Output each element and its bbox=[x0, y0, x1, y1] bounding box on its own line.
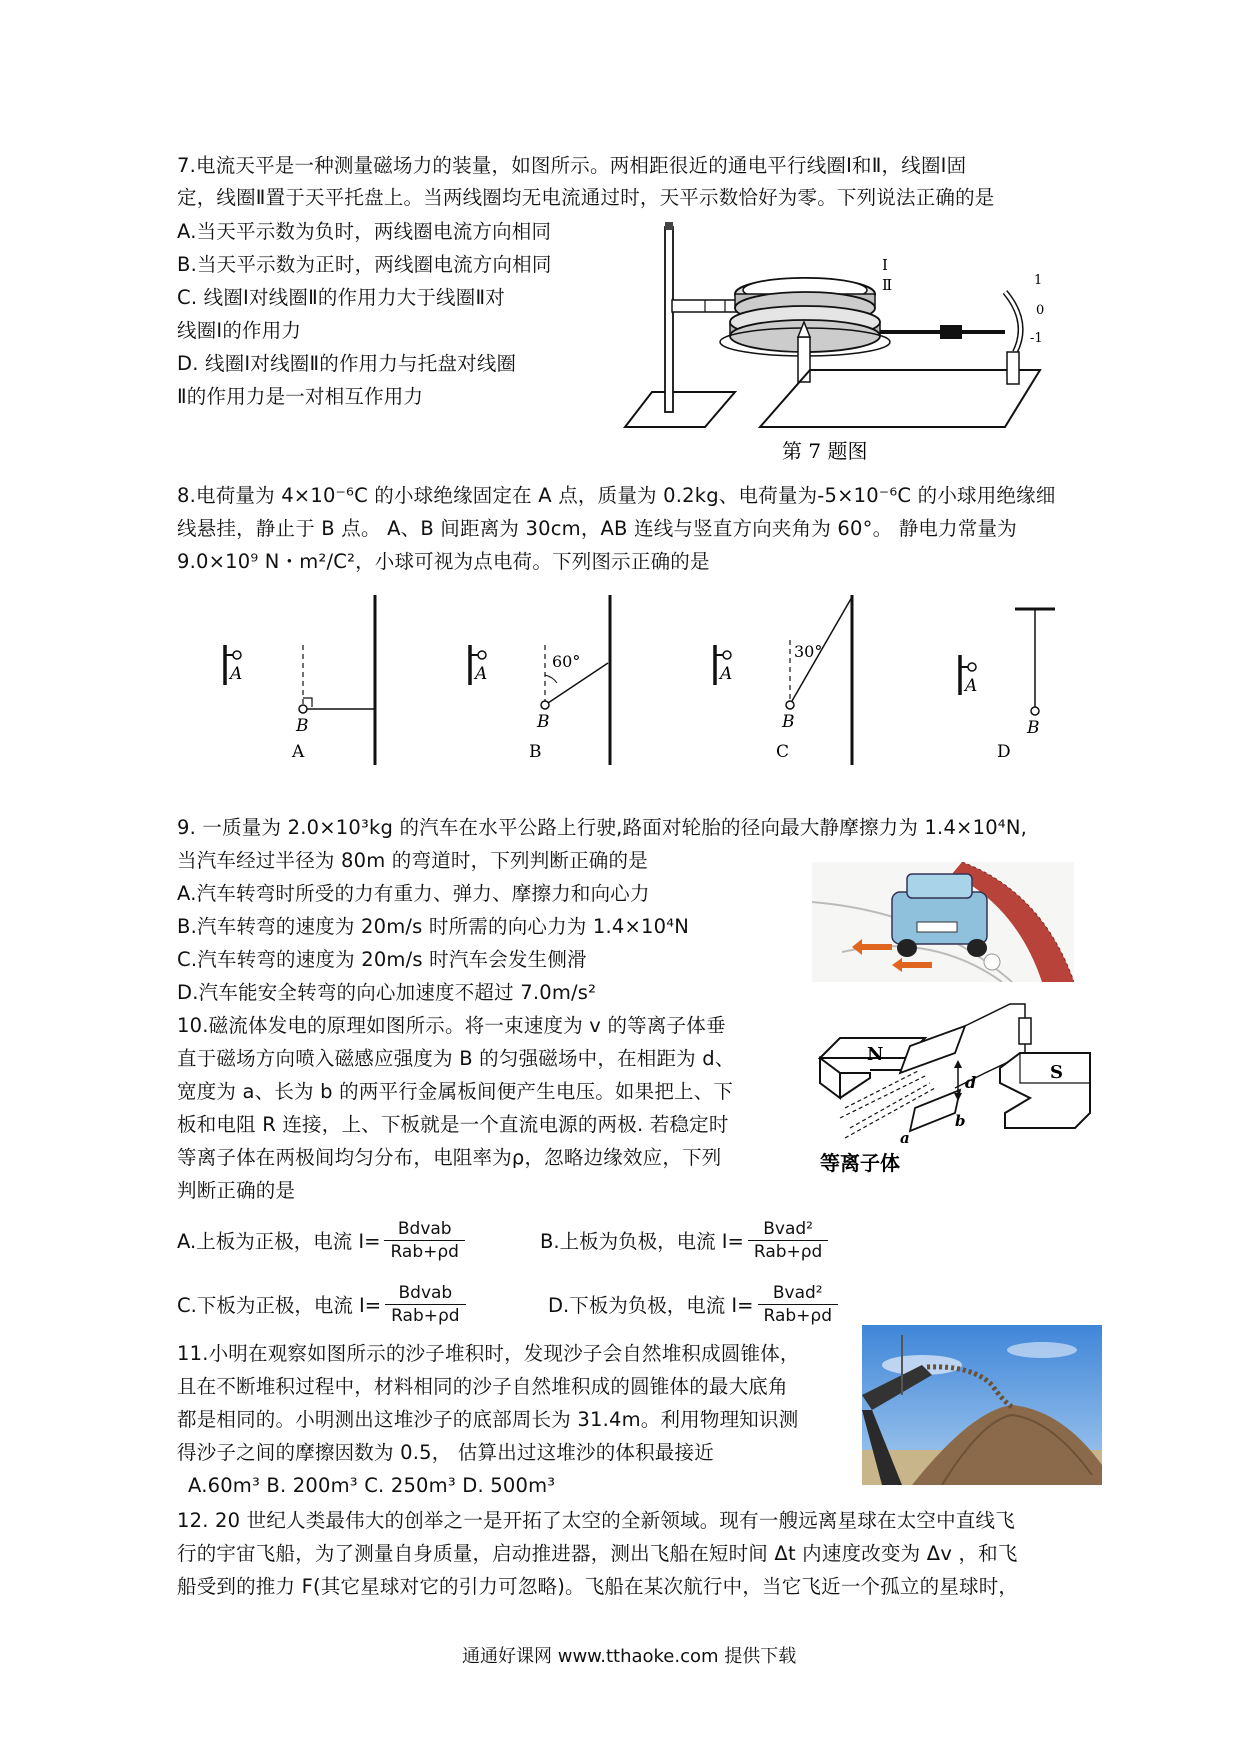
q12-stem-line-2: 行的宇宙飞船，为了测量自身质量，启动推进器，测出飞船在短时间 Δt 内速度改变为 Δv ，和飞 bbox=[177, 1542, 1018, 1565]
q10-option-d-text: D.下板为负极，电流 I= bbox=[548, 1294, 754, 1317]
q10-option-a-denominator: Rab+ρd bbox=[390, 1241, 459, 1262]
q7-coil-1-label: Ⅰ bbox=[882, 256, 888, 274]
q11-stem-line-2: 且在不断堆积过程中，材料相同的沙子自然堆积成的圆锥体的最大底角 bbox=[177, 1375, 788, 1398]
q8-b-label: B bbox=[529, 742, 542, 762]
q10-option-c-denominator: Rab+ρd bbox=[391, 1305, 460, 1326]
q10-option-b-denominator: Rab+ρd bbox=[753, 1241, 823, 1262]
page-footer: 通通好课网 www.tthaoke.com 提供下载 bbox=[462, 1646, 797, 1667]
q9-stem-line-2: 当汽车经过半径为 80m 的弯道时，下列判断正确的是 bbox=[177, 849, 648, 872]
q8-diagrams bbox=[200, 595, 1100, 775]
q10-option-a-fraction bbox=[384, 1218, 464, 1263]
q10-stem-line-2: 直于磁场方向喷入磁感应强度为 B 的匀强磁场中，在相距为 d、 bbox=[177, 1047, 735, 1070]
q10-option-c-text: C.下板为正极，电流 I= bbox=[177, 1294, 382, 1317]
q7-option-b: B.当天平示数为正时，两线圈电流方向相同 bbox=[177, 253, 552, 276]
q10-option-c-fraction bbox=[385, 1282, 465, 1327]
q12-stem-line-3: 船受到的推力 F(其它星球对它的引力可忽略)。飞船在某次航行中，当它飞近一个孤立的星球时， bbox=[177, 1575, 1019, 1598]
q10-option-d-denominator: Rab+ρd bbox=[763, 1305, 832, 1326]
q7-option-c-line-1: C. 线圈Ⅰ对线圈Ⅱ的作用力大于线圈Ⅱ对 bbox=[177, 286, 505, 309]
q8-d-point-a: A bbox=[965, 676, 978, 696]
q8-diagram-d bbox=[960, 609, 1055, 762]
q10-option-c-numerator: Bdvab bbox=[385, 1282, 465, 1305]
q11-stem-line-4: 得沙子之间的摩擦因数为 0.5， 估算出过这堆沙的体积最接近 bbox=[177, 1441, 714, 1464]
q8-a-point-a: A bbox=[230, 664, 243, 684]
q9-option-a: A.汽车转弯时所受的力有重力、弹力、摩擦力和向心力 bbox=[177, 882, 650, 905]
q8-b-angle: 60° bbox=[552, 652, 581, 671]
q10-option-b-numerator: Bvad² bbox=[748, 1218, 828, 1241]
q7-option-d-line-2: Ⅱ的作用力是一对相互作用力 bbox=[177, 385, 424, 408]
q8-b-point-b: B bbox=[537, 712, 550, 732]
q10-stem-line-1: 10.磁流体发电的原理如图所示。将一束速度为 v 的等离子体垂 bbox=[177, 1014, 726, 1037]
q10-s-pole: S bbox=[1050, 1062, 1063, 1083]
q10-d-label: d bbox=[965, 1073, 977, 1092]
q10-option-d-numerator: Bvad² bbox=[758, 1282, 838, 1305]
q10-option-b bbox=[540, 1210, 832, 1270]
q10-option-a-text: A.上板为正极，电流 I= bbox=[177, 1230, 381, 1253]
q7-coil-2-label: Ⅱ bbox=[882, 276, 893, 294]
q9-option-d: D.汽车能安全转弯的向心加速度不超过 7.0m/s² bbox=[177, 981, 597, 1004]
q7-stem-line-2: 定，线圈Ⅱ置于天平托盘上。当两线圈均无电流通过时，天平示数恰好为零。下列说法正确的是 bbox=[177, 186, 995, 209]
q11-options: A.60m³ B. 200m³ C. 250m³ D. 500m³ bbox=[188, 1474, 556, 1497]
q7-stem-line-1: 7.电流天平是一种测量磁场力的装量，如图所示。两相距很近的通电平行线圈Ⅰ和Ⅱ，线圈Ⅰ固 bbox=[177, 154, 967, 177]
q8-c-point-b: B bbox=[782, 712, 795, 732]
q8-d-point-b: B bbox=[1027, 718, 1040, 738]
q10-option-d bbox=[548, 1274, 842, 1334]
q8-stem-line-3: 9.0×10⁹ N・m²/C²，小球可视为点电荷。下列图示正确的是 bbox=[177, 550, 710, 573]
q8-c-label: C bbox=[776, 742, 790, 762]
q9-option-c: C.汽车转弯的速度为 20m/s 时汽车会发生侧滑 bbox=[177, 948, 587, 971]
q10-option-a-numerator: Bdvab bbox=[384, 1218, 464, 1241]
q10-option-b-text: B.上板为负极，电流 I= bbox=[540, 1230, 744, 1253]
q8-c-angle: 30° bbox=[794, 642, 823, 661]
q10-b-label: b bbox=[955, 1112, 966, 1130]
q8-b-point-a: A bbox=[475, 664, 488, 684]
q7-option-c-line-2: 线圈Ⅰ的作用力 bbox=[177, 319, 302, 342]
q10-option-b-fraction bbox=[748, 1218, 828, 1263]
q10-a-label: a bbox=[900, 1129, 910, 1147]
q8-stem-line-2: 线悬挂，静止于 B 点。 A、B 间距离为 30cm，AB 连线与竖直方向夹角为 60°。 静电力常量为 bbox=[177, 517, 1017, 540]
q12-stem-line-1: 12. 20 世纪人类最伟大的创举之一是开拓了太空的全新领域。现有一艘远离星球在太空中直线飞 bbox=[177, 1509, 1015, 1532]
q9-car-turning-image bbox=[812, 862, 1074, 982]
q8-c-point-a: A bbox=[720, 664, 733, 684]
q7-option-d-line-1: D. 线圈Ⅰ对线圈Ⅱ的作用力与托盘对线圈 bbox=[177, 352, 517, 375]
q8-diagram-c bbox=[715, 595, 852, 765]
q8-diagram-a bbox=[225, 595, 375, 765]
q10-stem-line-6: 判断正确的是 bbox=[177, 1179, 296, 1202]
q8-stem-line-1: 8.电荷量为 4×10⁻⁶C 的小球绝缘固定在 A 点，质量为 0.2kg、电荷量为-5×10⁻⁶C 的小球用绝缘细 bbox=[177, 484, 1056, 507]
q8-d-label: D bbox=[997, 742, 1011, 762]
q10-stem-line-5: 等离子体在两极间均匀分布，电阻率为ρ，忽略边缘效应，下列 bbox=[177, 1146, 722, 1169]
q7-current-balance-figure bbox=[610, 222, 1090, 470]
q8-diagram-b bbox=[470, 595, 610, 765]
q10-option-c bbox=[177, 1274, 470, 1334]
q11-stem-line-1: 11.小明在观察如图所示的沙子堆积时，发现沙子会自然堆积成圆锥体， bbox=[177, 1342, 800, 1365]
q10-stem-line-4: 板和电阻 R 连接，上、下板就是一个直流电源的两极. 若稳定时 bbox=[177, 1113, 729, 1136]
q7-figure-caption: 第 7 题图 bbox=[782, 439, 868, 463]
q10-option-d-fraction bbox=[758, 1282, 838, 1327]
q8-a-label: A bbox=[292, 742, 305, 762]
q9-option-b: B.汽车转弯的速度为 20m/s 时所需的向心力为 1.4×10⁴N bbox=[177, 915, 690, 938]
q9-stem-line-1: 9. 一质量为 2.0×10³kg 的汽车在水平公路上行驶,路面对轮胎的径向最大静摩擦力为 1.4×10⁴N, bbox=[177, 816, 1028, 839]
q11-stem-line-3: 都是相同的。小明测出这堆沙子的底部周长为 31.4m。利用物理知识测 bbox=[177, 1408, 799, 1431]
q10-option-a bbox=[177, 1210, 469, 1270]
q10-mhd-generator-figure bbox=[815, 998, 1105, 1178]
q8-a-point-b: B bbox=[296, 716, 309, 736]
q10-n-pole: N bbox=[867, 1044, 884, 1065]
q7-scale-mid: 0 bbox=[1036, 303, 1045, 318]
q7-option-a: A.当天平示数为负时，两线圈电流方向相同 bbox=[177, 220, 552, 243]
q7-scale-top: 1 bbox=[1034, 273, 1043, 288]
q7-scale-bot: -1 bbox=[1030, 331, 1043, 346]
q10-figure-caption: 等离子体 bbox=[820, 1151, 900, 1175]
q11-sand-pile-image bbox=[862, 1325, 1102, 1485]
q10-stem-line-3: 宽度为 a、长为 b 的两平行金属板间便产生电压。如果把上、下 bbox=[177, 1080, 734, 1103]
